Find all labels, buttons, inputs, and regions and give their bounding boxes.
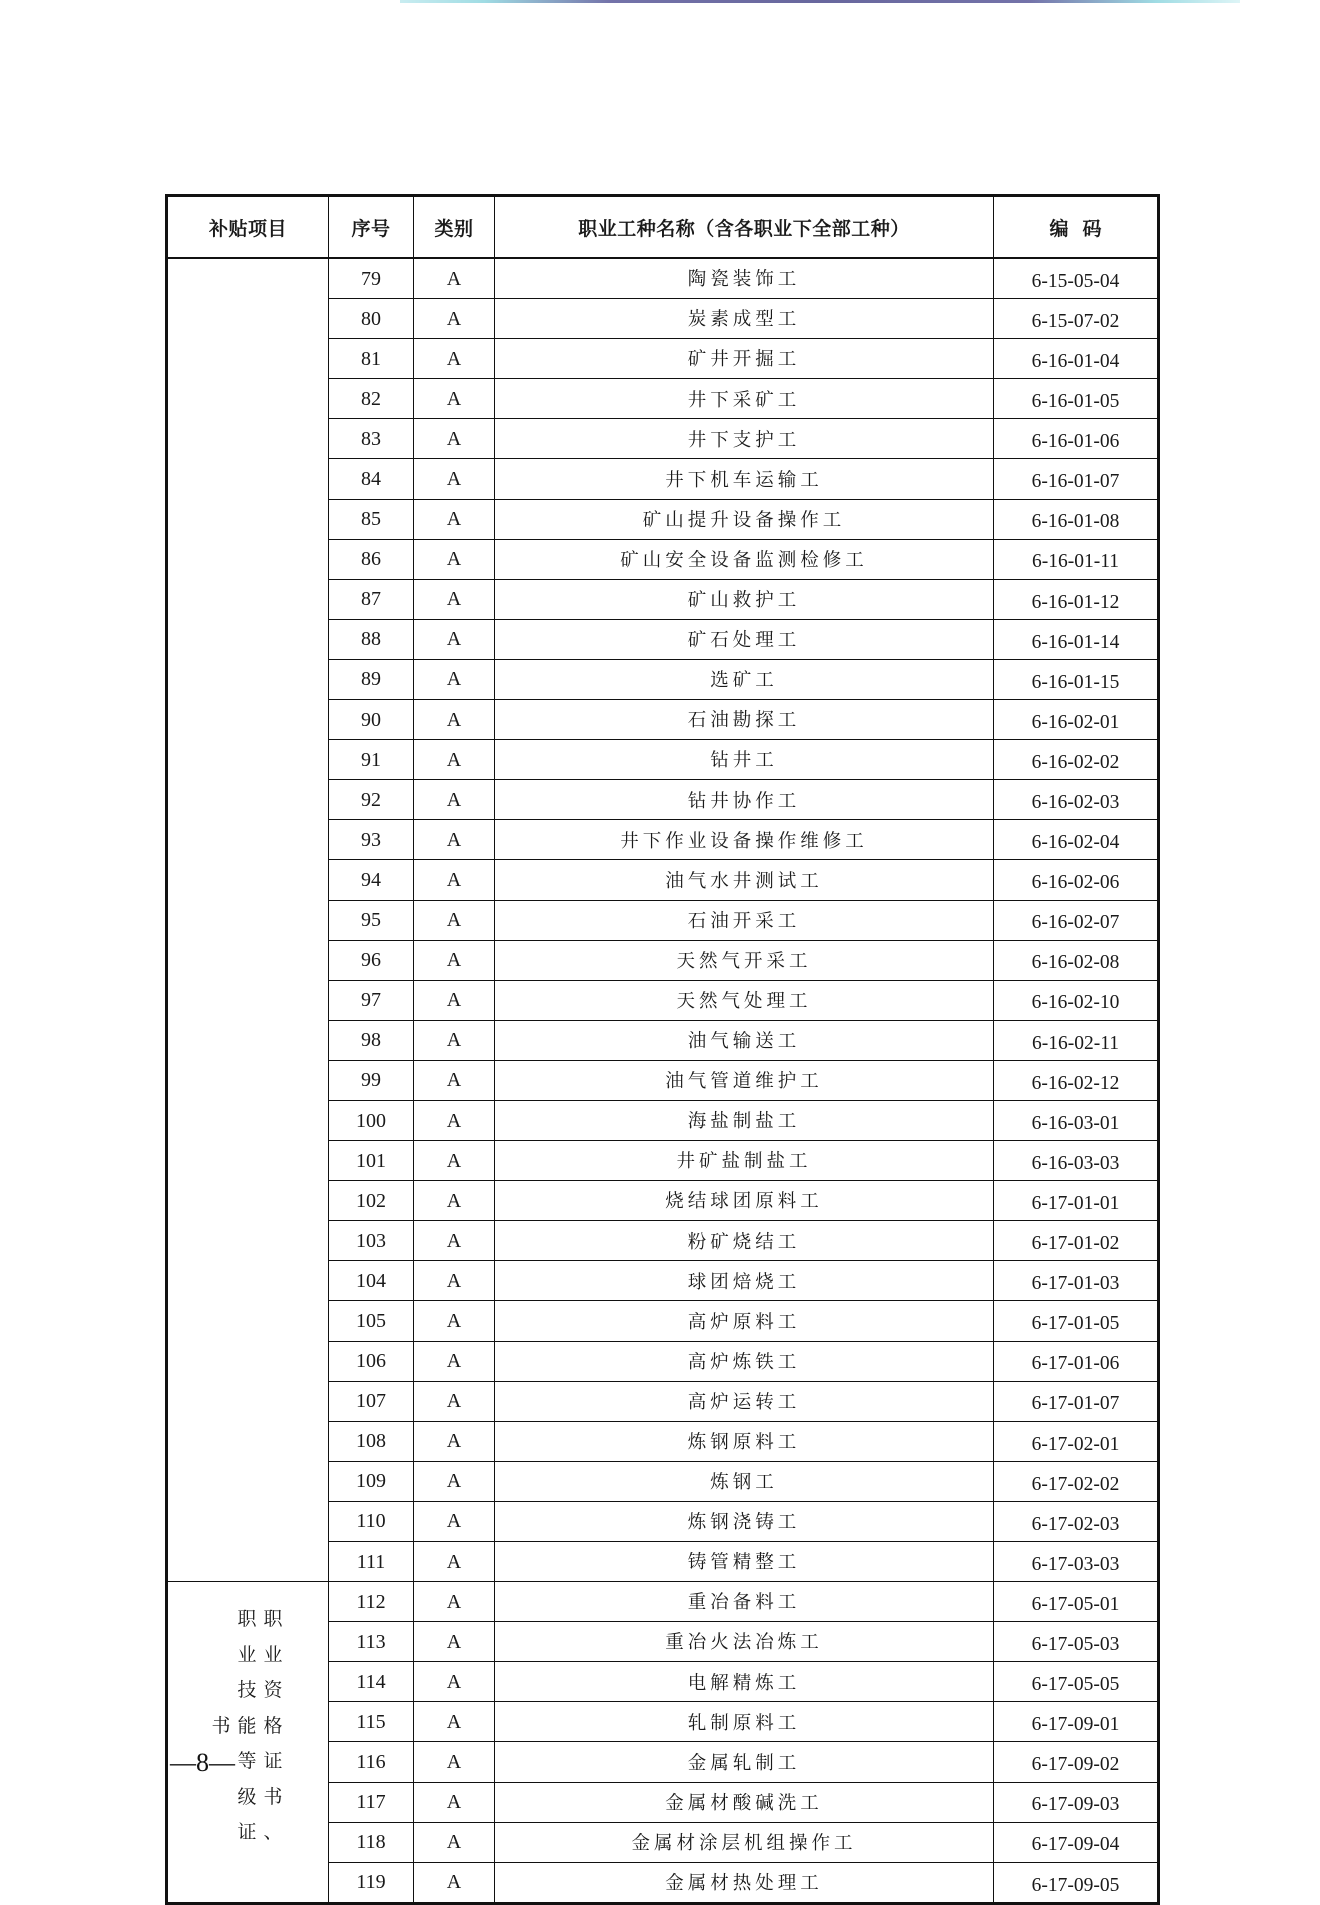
code-cell: 6-17-03-03 (994, 1542, 1159, 1582)
category-cell: A (414, 299, 495, 339)
subsidy-item-vertical-text (210, 1602, 284, 1851)
category-cell: A (414, 1341, 495, 1381)
seq-cell: 106 (329, 1341, 414, 1381)
occupation-subsidy-table (165, 194, 1160, 1905)
vertical-text-column (210, 1602, 232, 1851)
code-cell: 6-17-02-03 (994, 1501, 1159, 1541)
seq-cell: 109 (329, 1461, 414, 1501)
category-cell: A (414, 1261, 495, 1301)
occupation-name-cell: 烧结球团原料工 (495, 1181, 994, 1221)
code-cell: 6-16-02-06 (994, 860, 1159, 900)
code-cell: 6-17-01-03 (994, 1261, 1159, 1301)
code-cell: 6-17-01-02 (994, 1221, 1159, 1261)
occupation-name-cell: 轧制原料工 (495, 1702, 994, 1742)
table-body (167, 258, 1159, 1903)
seq-cell: 108 (329, 1421, 414, 1461)
occupation-name-cell: 陶瓷装饰工 (495, 258, 994, 299)
seq-cell: 82 (329, 379, 414, 419)
occupation-name-cell: 高炉运转工 (495, 1381, 994, 1421)
code-cell: 6-17-09-05 (994, 1862, 1159, 1903)
code-cell: 6-16-03-01 (994, 1100, 1159, 1140)
category-cell: A (414, 1501, 495, 1541)
table-row (167, 258, 1159, 299)
seq-cell: 89 (329, 659, 414, 699)
seq-cell: 113 (329, 1622, 414, 1662)
occupation-name-cell: 炼钢浇铸工 (495, 1501, 994, 1541)
code-cell: 6-17-09-02 (994, 1742, 1159, 1782)
header-occupation-name: 职业工种名称（含各职业下全部工种） (495, 196, 994, 259)
header-subsidy-item: 补贴项目 (167, 196, 329, 259)
vertical-char: 业 (263, 1643, 283, 1666)
occupation-name-cell: 天然气处理工 (495, 980, 994, 1020)
vertical-char: 业 (237, 1643, 257, 1666)
occupation-name-cell: 金属材热处理工 (495, 1862, 994, 1903)
category-cell: A (414, 379, 495, 419)
occupation-name-cell: 重冶火法冶炼工 (495, 1622, 994, 1662)
seq-cell: 90 (329, 700, 414, 740)
vertical-char: 职 (237, 1608, 257, 1631)
seq-cell: 105 (329, 1301, 414, 1341)
category-cell: A (414, 700, 495, 740)
occupation-name-cell: 井下作业设备操作维修工 (495, 820, 994, 860)
seq-cell: 93 (329, 820, 414, 860)
occupation-name-cell: 铸管精整工 (495, 1542, 994, 1582)
occupation-name-cell: 炭素成型工 (495, 299, 994, 339)
occupation-name-cell: 天然气开采工 (495, 940, 994, 980)
category-cell: A (414, 980, 495, 1020)
occupation-name-cell: 粉矿烧结工 (495, 1221, 994, 1261)
occupation-name-cell: 矿山安全设备监测检修工 (495, 539, 994, 579)
occupation-name-cell: 金属材酸碱洗工 (495, 1782, 994, 1822)
category-cell: A (414, 258, 495, 299)
category-cell: A (414, 780, 495, 820)
code-cell: 6-16-01-12 (994, 579, 1159, 619)
occupation-name-cell: 油气水井测试工 (495, 860, 994, 900)
category-cell: A (414, 740, 495, 780)
vertical-text-column (236, 1602, 258, 1851)
vertical-char: 资 (263, 1679, 283, 1702)
code-cell: 6-16-02-12 (994, 1060, 1159, 1100)
header-category: 类别 (414, 196, 495, 259)
vertical-char: 级 (237, 1785, 257, 1808)
occupation-name-cell: 油气输送工 (495, 1020, 994, 1060)
vertical-char: 书 (263, 1785, 283, 1808)
vertical-char: 职 (263, 1608, 283, 1631)
vertical-char: 书 (211, 1714, 231, 1737)
seq-cell: 110 (329, 1501, 414, 1541)
code-cell: 6-17-01-05 (994, 1301, 1159, 1341)
seq-cell: 91 (329, 740, 414, 780)
seq-cell: 95 (329, 900, 414, 940)
seq-cell: 87 (329, 579, 414, 619)
category-cell: A (414, 860, 495, 900)
category-cell: A (414, 1020, 495, 1060)
seq-cell: 85 (329, 499, 414, 539)
seq-cell: 86 (329, 539, 414, 579)
vertical-char: 格 (263, 1714, 283, 1737)
occupation-name-cell: 井矿盐制盐工 (495, 1141, 994, 1181)
occupation-name-cell: 金属材涂层机组操作工 (495, 1822, 994, 1862)
header-seq: 序号 (329, 196, 414, 259)
code-cell: 6-16-01-15 (994, 659, 1159, 699)
vertical-char: 技 (237, 1679, 257, 1702)
code-cell: 6-16-02-10 (994, 980, 1159, 1020)
code-cell: 6-17-09-03 (994, 1782, 1159, 1822)
occupation-name-cell: 金属轧制工 (495, 1742, 994, 1782)
category-cell: A (414, 619, 495, 659)
code-cell: 6-15-05-04 (994, 258, 1159, 299)
category-cell: A (414, 1742, 495, 1782)
occupation-name-cell: 炼钢原料工 (495, 1421, 994, 1461)
code-cell: 6-16-02-11 (994, 1020, 1159, 1060)
category-cell: A (414, 459, 495, 499)
code-cell: 6-17-09-01 (994, 1702, 1159, 1742)
code-cell: 6-17-01-06 (994, 1341, 1159, 1381)
category-cell: A (414, 499, 495, 539)
category-cell: A (414, 1141, 495, 1181)
seq-cell: 100 (329, 1100, 414, 1140)
occupation-name-cell: 矿山提升设备操作工 (495, 499, 994, 539)
code-cell: 6-17-05-05 (994, 1662, 1159, 1702)
seq-cell: 84 (329, 459, 414, 499)
occupation-name-cell: 石油勘探工 (495, 700, 994, 740)
seq-cell: 116 (329, 1742, 414, 1782)
category-cell: A (414, 539, 495, 579)
occupation-name-cell: 海盐制盐工 (495, 1100, 994, 1140)
code-cell: 6-17-01-01 (994, 1181, 1159, 1221)
seq-cell: 79 (329, 258, 414, 299)
seq-cell: 117 (329, 1782, 414, 1822)
occupation-name-cell: 炼钢工 (495, 1461, 994, 1501)
vertical-char: 能 (237, 1714, 257, 1737)
code-cell: 6-16-02-03 (994, 780, 1159, 820)
code-cell: 6-16-01-06 (994, 419, 1159, 459)
category-cell: A (414, 1662, 495, 1702)
page-number: —8— (170, 1748, 235, 1777)
code-cell: 6-16-01-11 (994, 539, 1159, 579)
occupation-name-cell: 石油开采工 (495, 900, 994, 940)
seq-cell: 80 (329, 299, 414, 339)
code-cell: 6-17-09-04 (994, 1822, 1159, 1862)
occupation-name-cell: 重冶备料工 (495, 1582, 994, 1622)
category-cell: A (414, 1301, 495, 1341)
occupation-name-cell: 高炉炼铁工 (495, 1341, 994, 1381)
seq-cell: 112 (329, 1582, 414, 1622)
seq-cell: 111 (329, 1542, 414, 1582)
seq-cell: 102 (329, 1181, 414, 1221)
vertical-char: 证 (263, 1750, 283, 1773)
code-cell: 6-16-01-04 (994, 339, 1159, 379)
seq-cell: 119 (329, 1862, 414, 1903)
code-cell: 6-15-07-02 (994, 299, 1159, 339)
seq-cell: 99 (329, 1060, 414, 1100)
seq-cell: 97 (329, 980, 414, 1020)
seq-cell: 115 (329, 1702, 414, 1742)
vertical-char: 等 (237, 1750, 257, 1773)
subsidy-item-cell-certificates (167, 1582, 329, 1904)
category-cell: A (414, 940, 495, 980)
code-cell: 6-16-01-08 (994, 499, 1159, 539)
category-cell: A (414, 1381, 495, 1421)
category-cell: A (414, 1060, 495, 1100)
category-cell: A (414, 659, 495, 699)
category-cell: A (414, 1421, 495, 1461)
code-cell: 6-17-05-01 (994, 1582, 1159, 1622)
occupation-name-cell: 矿井开掘工 (495, 339, 994, 379)
category-cell: A (414, 1862, 495, 1903)
category-cell: A (414, 820, 495, 860)
category-cell: A (414, 1702, 495, 1742)
seq-cell: 88 (329, 619, 414, 659)
occupation-name-cell: 选矿工 (495, 659, 994, 699)
occupation-name-cell: 电解精炼工 (495, 1662, 994, 1702)
seq-cell: 92 (329, 780, 414, 820)
category-cell: A (414, 339, 495, 379)
category-cell: A (414, 1181, 495, 1221)
seq-cell: 81 (329, 339, 414, 379)
category-cell: A (414, 900, 495, 940)
vertical-char: 、 (263, 1821, 283, 1844)
header-code: 编码 (994, 196, 1159, 259)
seq-cell: 94 (329, 860, 414, 900)
table-header-row (167, 196, 1159, 259)
category-cell: A (414, 1221, 495, 1261)
code-cell: 6-16-02-04 (994, 820, 1159, 860)
seq-cell: 104 (329, 1261, 414, 1301)
occupation-name-cell: 钻井协作工 (495, 780, 994, 820)
category-cell: A (414, 579, 495, 619)
vertical-text-column (262, 1602, 284, 1851)
occupation-name-cell: 井下机车运输工 (495, 459, 994, 499)
scan-edge-artifact (400, 0, 1240, 3)
subsidy-item-cell-continued (167, 258, 329, 1582)
seq-cell: 96 (329, 940, 414, 980)
category-cell: A (414, 1622, 495, 1662)
category-cell: A (414, 419, 495, 459)
seq-cell: 83 (329, 419, 414, 459)
code-cell: 6-16-02-01 (994, 700, 1159, 740)
seq-cell: 103 (329, 1221, 414, 1261)
category-cell: A (414, 1582, 495, 1622)
occupation-name-cell: 高炉原料工 (495, 1301, 994, 1341)
category-cell: A (414, 1461, 495, 1501)
code-cell: 6-16-02-07 (994, 900, 1159, 940)
seq-cell: 101 (329, 1141, 414, 1181)
occupation-name-cell: 油气管道维护工 (495, 1060, 994, 1100)
table-row (167, 1582, 1159, 1622)
code-cell: 6-16-03-03 (994, 1141, 1159, 1181)
seq-cell: 107 (329, 1381, 414, 1421)
occupation-name-cell: 矿山救护工 (495, 579, 994, 619)
occupation-name-cell: 井下采矿工 (495, 379, 994, 419)
code-cell: 6-17-02-01 (994, 1421, 1159, 1461)
seq-cell: 118 (329, 1822, 414, 1862)
code-cell: 6-17-02-02 (994, 1461, 1159, 1501)
category-cell: A (414, 1822, 495, 1862)
vertical-char: 证 (237, 1821, 257, 1844)
category-cell: A (414, 1782, 495, 1822)
seq-cell: 114 (329, 1662, 414, 1702)
seq-cell: 98 (329, 1020, 414, 1060)
code-cell: 6-17-05-03 (994, 1622, 1159, 1662)
code-cell: 6-16-02-02 (994, 740, 1159, 780)
category-cell: A (414, 1100, 495, 1140)
code-cell: 6-16-01-07 (994, 459, 1159, 499)
code-cell: 6-16-02-08 (994, 940, 1159, 980)
code-cell: 6-17-01-07 (994, 1381, 1159, 1421)
code-cell: 6-16-01-05 (994, 379, 1159, 419)
occupation-name-cell: 井下支护工 (495, 419, 994, 459)
code-cell: 6-16-01-14 (994, 619, 1159, 659)
occupation-name-cell: 矿石处理工 (495, 619, 994, 659)
occupation-name-cell: 钻井工 (495, 740, 994, 780)
occupation-name-cell: 球团焙烧工 (495, 1261, 994, 1301)
category-cell: A (414, 1542, 495, 1582)
